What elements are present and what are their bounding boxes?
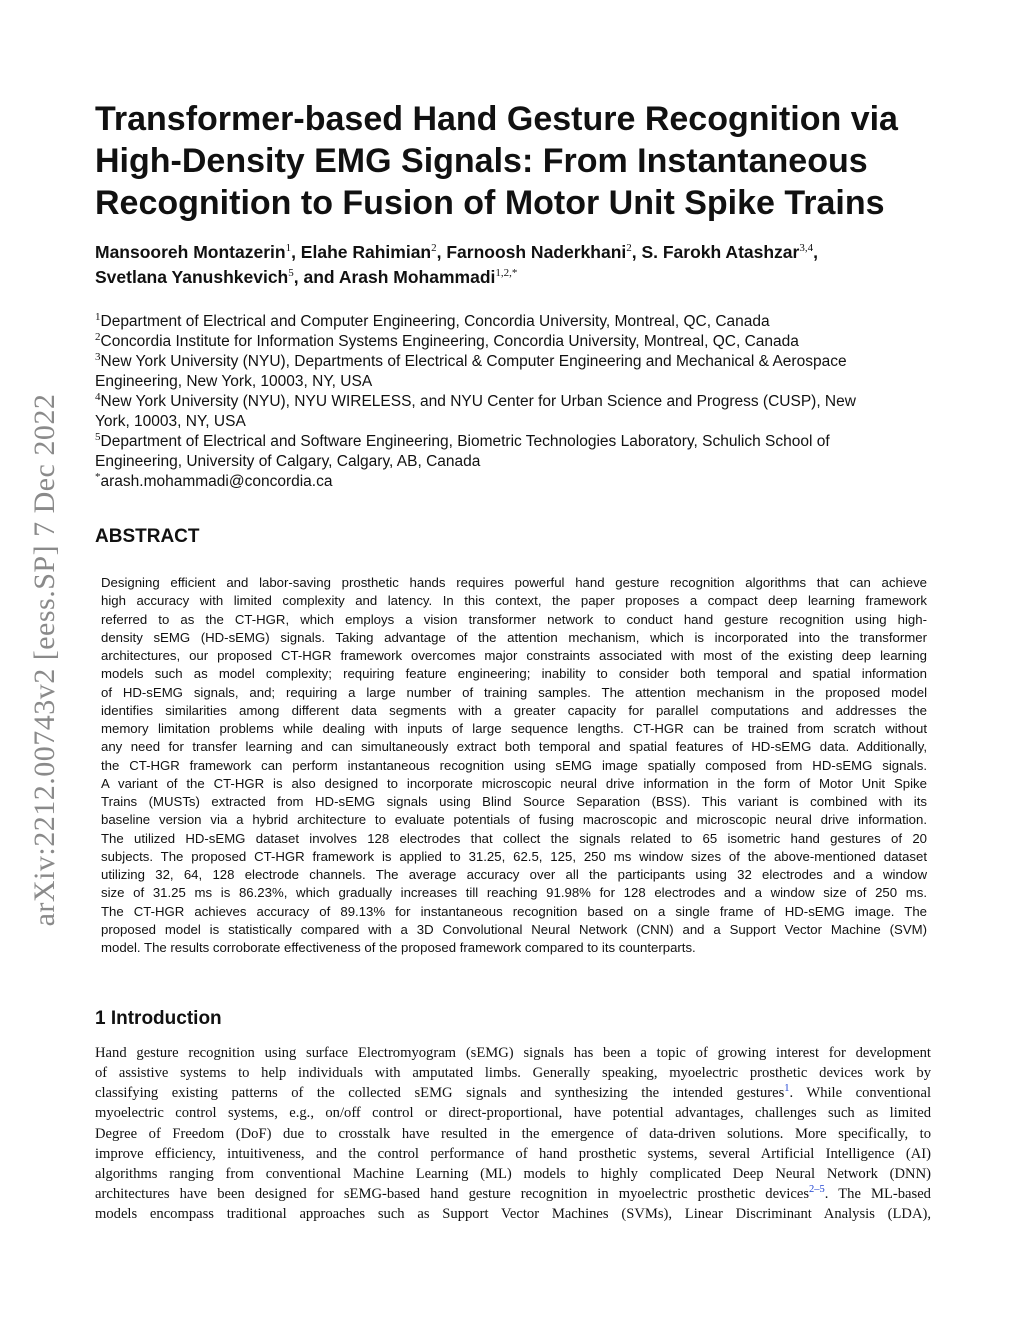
intro-text: architectures have been designed for sEMG-based hand gesture recognition in myoelectric prosthetic devices xyxy=(95,1186,810,1203)
abstract-line: of HD-sEMG signals, and; requiring a large number of training samples. The attention mechanism in the proposed model xyxy=(101,684,927,700)
arxiv-stamp xyxy=(0,360,80,960)
affiliation-line xyxy=(95,312,975,332)
intro-line: models encompass traditional approaches such as Support Vector Machines (SVMs), Linear Discriminant Analysis (LDA), xyxy=(95,1206,931,1223)
author-sup: 2 xyxy=(626,242,632,255)
affiliation-line xyxy=(95,432,975,452)
abstract-line: memory limitation problems while dealing with inputs of large sequence lengths. CT-HGR can be trained from scratch without xyxy=(101,721,927,736)
author-sup: 3,4 xyxy=(799,242,814,255)
abstract-line: proposed model is statistically compared with a 3D Convolutional Neural Network (CNN) and a Support Vector Machine (SVM) xyxy=(101,921,927,937)
title-line: Transformer-based Hand Gesture Recognition via xyxy=(95,100,898,138)
affiliation-text: Department of Electrical and Software Engineering, Biometric Technologies Laboratory, Schulich School of xyxy=(100,433,830,450)
affiliation-text: New York University (NYU), Departments of Electrical & Computer Engineering and Mechanical & Aerospace xyxy=(100,353,847,370)
citation-link[interactable]: 1 xyxy=(784,1083,790,1095)
citation-link[interactable]: 2–5 xyxy=(809,1184,825,1196)
author-name: , and Arash Mohammadi xyxy=(293,267,496,287)
affiliation-text: Engineering, New York, 10003, NY, USA xyxy=(95,373,373,390)
author-list xyxy=(95,240,975,290)
abstract-line: utilizing 32, 64, 128 electrode channels. The average accuracy over all the participants using 32 electrodes and a window xyxy=(101,867,927,882)
affiliation-text: New York University (NYU), NYU WIRELESS, and NYU Center for Urban Science and Progress (CUSP), New xyxy=(100,393,856,410)
author-name: , Elahe Rahimian xyxy=(291,242,432,262)
abstract-line: models such as model complexity; requiring feature engineering; inability to consider both temporal and spatial information xyxy=(101,666,927,682)
intro-text: . While conventional xyxy=(789,1085,932,1102)
author-sup: 2 xyxy=(431,242,437,255)
affiliation-text: Department of Electrical and Computer Engineering, Concordia University, Montreal, QC, Canada xyxy=(100,313,770,330)
author-sup: 1,2,* xyxy=(495,267,518,280)
abstract-line: density sEMG (HD-sEMG) signals. Taking advantage of the attention mechanism, which is incorporated into the transformer xyxy=(101,629,927,645)
affiliation-text: Engineering, University of Calgary, Calgary, AB, Canada xyxy=(95,453,481,470)
intro-text: classifying existing patterns of the collected sEMG signals and synthesizing the intended gestures xyxy=(95,1085,785,1102)
corresponding-email-line xyxy=(95,472,975,492)
affiliation-list xyxy=(95,312,975,492)
affiliation-sup: 5 xyxy=(95,430,101,443)
abstract-line: The CT-HGR achieves accuracy of 89.13% for instantaneous recognition based on a single frame of HD-sEMG image. The xyxy=(101,903,927,919)
intro-line: algorithms ranging from conventional Machine Learning (ML) models to highly complicated Deep Neural Network (DNN) xyxy=(95,1165,931,1182)
affiliation-sup: 1 xyxy=(95,310,101,323)
affiliation-sup: 2 xyxy=(95,330,101,343)
affiliation-line xyxy=(95,392,975,412)
affiliation-line xyxy=(95,332,975,352)
abstract-line: model. The results corroborate effectiveness of the proposed framework compared to its counterparts. xyxy=(101,940,696,955)
abstract-line: baseline version via a hybrid architecture to evaluate potentials of fusing macroscopic and microscopic neural drive information. xyxy=(101,812,927,828)
abstract-line: Trains (MUSTs) extracted from HD-sEMG signals using Blind Source Separation (BSS). This variant is combined with its xyxy=(101,794,927,809)
intro-line: improve efficiency, intuitiveness, and the control performance of hand prosthetic systems, several Artificial Intelligence (AI) xyxy=(95,1145,931,1162)
intro-line: Hand gesture recognition using surface Electromyogram (sEMG) signals has been a topic of growing interest for development xyxy=(95,1045,931,1061)
affiliation-line xyxy=(95,352,975,372)
affiliation-line xyxy=(95,372,975,392)
abstract-line: size of 31.25 ms is 86.23%, which gradually increases till reaching 91.98% for 128 electrodes and a window size of 250 ms. xyxy=(101,885,927,901)
affiliation-line xyxy=(95,412,975,432)
introduction-body xyxy=(95,1043,931,1224)
arxiv-stamp-text: arXiv:2212.00743v2 [eess.SP] 7 Dec 2022 xyxy=(28,393,61,927)
affiliation-text: York, 10003, NY, USA xyxy=(95,413,246,430)
abstract-body xyxy=(101,574,927,957)
abstract-heading: ABSTRACT xyxy=(95,526,200,547)
abstract-line: high accuracy with limited complexity and latency. In this context, the paper proposes a compact deep learning framework xyxy=(101,593,927,609)
affiliation-line xyxy=(95,452,975,472)
title-line: High-Density EMG Signals: From Instantaneous xyxy=(95,142,868,180)
abstract-line: any need for transfer learning and can simultaneously extract both temporal and spatial features of HD-sEMG data. Additionally, xyxy=(101,739,927,755)
affiliation-sup: 4 xyxy=(95,390,101,403)
paper-title xyxy=(95,98,955,224)
author-name: Mansooreh Montazerin xyxy=(95,242,286,262)
intro-line xyxy=(95,1184,931,1204)
title-line: Recognition to Fusion of Motor Unit Spike Trains xyxy=(95,184,885,222)
abstract-line: The utilized HD-sEMG dataset involves 128 electrodes that collect the signals related to 65 isometric hand gestures of 20 xyxy=(101,830,927,846)
author-sup: 1 xyxy=(285,242,292,255)
affiliation-text: Concordia Institute for Information Systems Engineering, Concordia University, Montreal, QC, Canada xyxy=(100,333,799,350)
intro-text: . The ML-based xyxy=(824,1186,931,1203)
affiliation-sup: * xyxy=(95,470,101,483)
abstract-line: A variant of the CT-HGR is also designed to incorporate microscopic neural drive information in the form of Motor Unit Spike xyxy=(101,775,927,791)
intro-line: of assistive systems to help individuals with amputated limbs. Generally speaking, myoelectric prosthetic devices work by xyxy=(95,1065,931,1082)
author-name: , Farnoosh Naderkhani xyxy=(436,242,627,262)
abstract-line: subjects. The proposed CT-HGR framework is applied to 31.25, 62.5, 125, 250 ms window sizes of the above-mentioned dataset xyxy=(101,848,927,864)
affiliation-sup: 3 xyxy=(95,350,101,363)
author-name: , S. Farokh Atashzar xyxy=(631,242,800,262)
intro-line xyxy=(95,1083,931,1103)
abstract-line: identifies similarities among different data segments with a greater capacity for parallel computations and addresses the xyxy=(101,702,927,718)
intro-line: myoelectric control systems, e.g., on/off control or direct-proportional, have potential advantages, challenges such as limited xyxy=(95,1105,931,1122)
author-line xyxy=(95,265,975,290)
intro-line: Degree of Freedom (DoF) due to crosstalk have resulted in the emergence of data-driven solutions. More specifically, to xyxy=(95,1125,931,1142)
abstract-line: Designing efficient and labor-saving prosthetic hands requires powerful hand gesture recognition algorithms that can achieve xyxy=(101,575,927,590)
abstract-line: architectures, our proposed CT-HGR framework overcomes major constraints associated with most of the existing deep learning xyxy=(101,648,927,663)
author-sup: 5 xyxy=(288,267,294,280)
author-separator: , xyxy=(813,242,818,262)
author-line xyxy=(95,240,975,265)
abstract-line: referred to as the CT-HGR, which employs a vision transformer network to conduct hand gesture recognition using high- xyxy=(101,611,927,627)
corresponding-email: arash.mohammadi@concordia.ca xyxy=(100,473,333,490)
abstract-line: the CT-HGR framework can perform instantaneous recognition using sEMG image spatially composed from HD-sEMG signals. xyxy=(101,757,927,773)
section-heading-introduction: 1 Introduction xyxy=(95,1008,222,1029)
author-name: Svetlana Yanushkevich xyxy=(95,267,289,287)
